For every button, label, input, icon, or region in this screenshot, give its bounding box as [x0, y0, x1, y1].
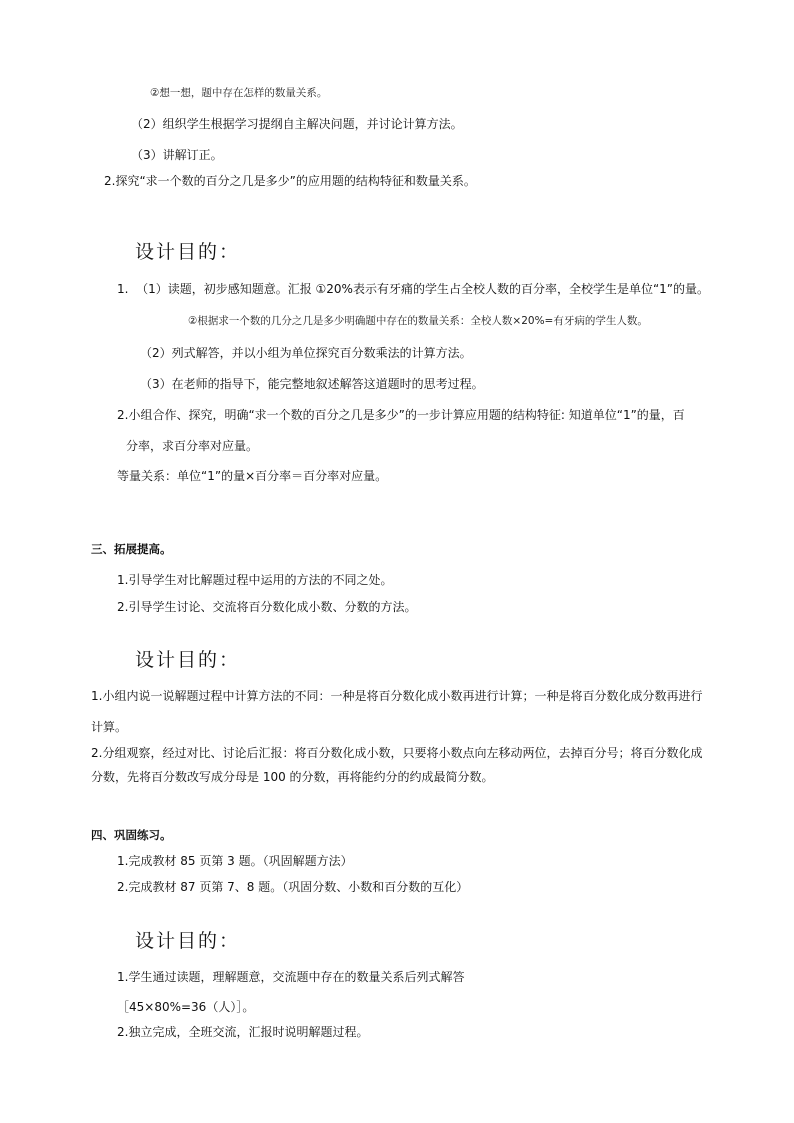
section-title-4: 四、巩固练习。 [91, 828, 172, 842]
text-line: 计算。 [91, 720, 128, 734]
text-line: 1.引导学生对比解题过程中运用的方法的不同之处。 [117, 573, 393, 587]
text-line: 2.引导学生讨论、交流将百分数化成小数、分数的方法。 [117, 600, 417, 614]
text-line: ②想一想，题中存在怎样的数量关系。 [150, 87, 328, 99]
text-line: 分数，先将百分数改写成分母是 100 的分数，再将能约分的约成最简分数。 [91, 770, 494, 784]
text-line: （3）在老师的指导下，能完整地叙述解答这道题时的思考过程。 [140, 377, 484, 391]
text-line: （2）列式解答，并以小组为单位探究百分数乘法的计算方法。 [140, 346, 472, 360]
text-line: ②根据求一个数的几分之几是多少明确题中存在的数量关系：全校人数×20%=有牙病的学生人数。 [188, 315, 648, 327]
section-title-3: 三、拓展提高。 [91, 542, 172, 556]
text-line: 2.完成教材 87 页第 7、8 题。（巩固分数、小数和百分数的互化） [117, 880, 469, 894]
text-line: 1.小组内说一说解题过程中计算方法的不同：一种是将百分数化成小数再进行计算；一种是将百分数化成分数再进行 [91, 689, 703, 703]
text-line: ［45×80%=36（人）］。 [117, 1000, 255, 1014]
text-line: 2.分组观察，经过对比、讨论后汇报：将百分数化成小数，只要将小数点向左移动两位，去掉百分号；将百分数化成 [91, 746, 703, 760]
text-line: 分率，求百分率对应量。 [126, 439, 259, 453]
text-line: （2）组织学生根据学习提纲自主解决问题，并讨论计算方法。 [131, 117, 463, 131]
section-heading-design-purpose: 设计目的： [135, 649, 241, 671]
text-line: 1. （1）读题，初步感知题意。汇报 ①20%表示有牙痛的学生占全校人数的百分率，全校学生是单位“1”的量。 [117, 282, 710, 296]
text-line: （3）讲解订正。 [131, 148, 223, 162]
text-line: 2.小组合作、探究，明确“求一个数的百分之几是多少”的一步计算应用题的结构特征: 知道单位“1”的量，百 [117, 408, 685, 422]
section-heading-design-purpose: 设计目的： [135, 241, 241, 263]
text-line: 2.探究“求一个数的百分之几是多少”的应用题的结构特征和数量关系。 [104, 174, 476, 188]
text-line: 1.学生通过读题，理解题意，交流题中存在的数量关系后列式解答 [117, 970, 465, 984]
section-heading-design-purpose: 设计目的： [135, 930, 241, 952]
text-line: 等量关系：单位“1”的量×百分率＝百分率对应量。 [117, 469, 388, 483]
text-line: 1.完成教材 85 页第 3 题。（巩固解题方法） [117, 854, 353, 868]
text-line: 2.独立完成，全班交流，汇报时说明解题过程。 [117, 1025, 369, 1039]
